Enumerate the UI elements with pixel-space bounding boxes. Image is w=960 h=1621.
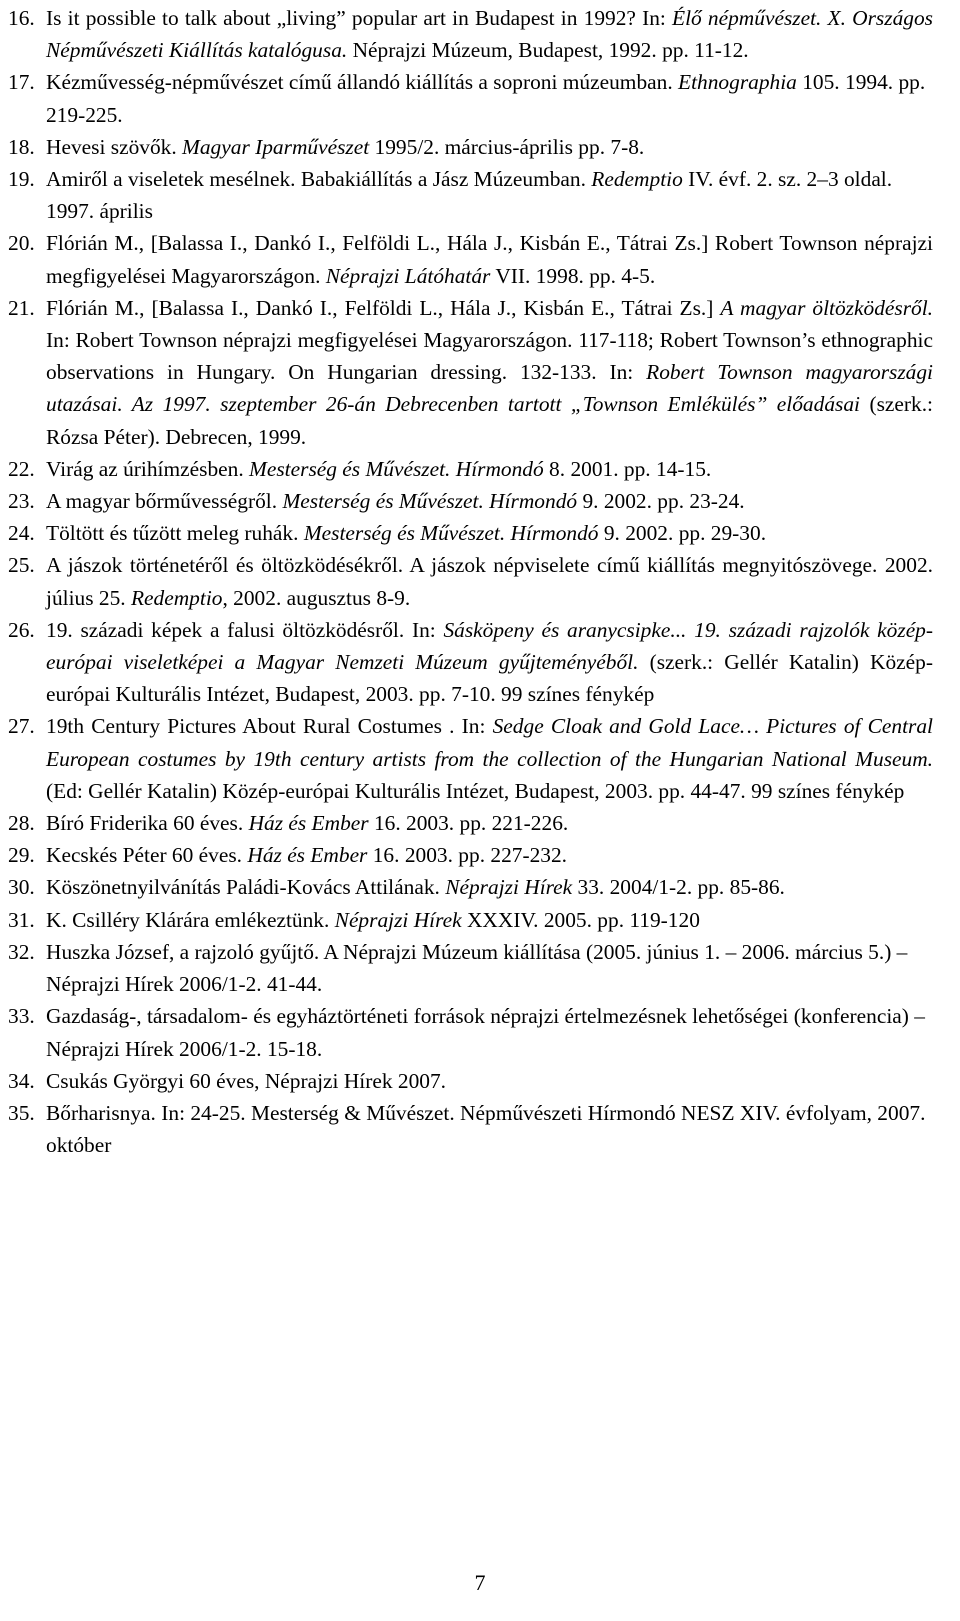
entry-number: 17. [8, 70, 35, 95]
entry-number: 21. [8, 295, 35, 320]
entry-text: , 2002. augusztus 8-9. [222, 585, 411, 610]
entry-italic-text: Mesterség és Művészet. Hírmondó [303, 521, 599, 546]
bibliography-entry [8, 453, 933, 485]
entry-text: Flórián M., [Balassa I., Dankó I., Felföldi L., Hála J., Kisbán E., Tátrai Zs.] Robert Townson néprajzi megfigyelései Magyarországon. [46, 231, 933, 288]
entry-number: 18. [8, 134, 35, 159]
bibliography-entry [8, 614, 933, 711]
entry-number: 16. [8, 6, 35, 30]
entry-text: 19. századi képek a falusi öltözködésről. In: [46, 617, 444, 642]
entry-text: Virág az úrihímzésben. [46, 456, 250, 481]
entry-text: (Ed: Gellér Katalin) Közép-európai Kulturális Intézet, Budapest, 2003. pp. 44-47. 99 színes fénykép [46, 778, 905, 803]
entry-text: Hevesi szövők. [46, 134, 183, 159]
entry-italic-text: Mesterség és Művészet. Hírmondó [282, 489, 578, 514]
entry-number: 33. [8, 1004, 35, 1029]
entry-italic-text: Néprajzi Hírek [334, 907, 462, 932]
entry-number: 31. [8, 907, 35, 932]
entry-text: 1995/2. március-április pp. 7-8. [369, 134, 645, 159]
entry-number: 32. [8, 939, 35, 964]
entry-text: 9. 2002. pp. 23-24. [577, 489, 745, 514]
entry-italic-text: Ház és Ember [248, 811, 369, 836]
entry-text: Amiről a viseletek mesélnek. Babakiállítás a Jász Múzeumban. [46, 167, 592, 192]
entry-number: 35. [8, 1100, 35, 1125]
entry-text: VII. 1998. pp. 4-5. [490, 263, 656, 288]
bibliography-entry [8, 485, 933, 517]
entry-number: 23. [8, 489, 35, 514]
entry-text: A magyar bőrművességről. [46, 489, 283, 514]
entry-text: 16. 2003. pp. 221-226. [368, 811, 569, 836]
entry-text: Is it possible to talk about „living” popular art in Budapest in 1992? In: [46, 6, 673, 30]
entry-italic-text: Redemptio [591, 167, 683, 192]
bibliography-entry [8, 904, 933, 936]
entry-italic-text: Néprajzi Hírek [445, 875, 573, 900]
entry-text: 19th Century Pictures About Rural Costumes . In: [46, 714, 493, 739]
entry-text: (szerk.: Gellér Katalin) Közép-európai Kulturális Intézet, Budapest, 2003. pp. 7-10. 99 színes fénykép [46, 650, 933, 707]
entry-italic-text: Néprajzi Látóhatár [325, 263, 491, 288]
page-number: 7 [474, 1570, 486, 1595]
bibliography-entry [8, 1065, 933, 1097]
entry-italic-text: Élő népművészet. X. Országos Népművészeti Kiállítás katalógusa. [46, 6, 933, 63]
entry-number: 28. [8, 811, 35, 836]
entry-number: 24. [8, 521, 35, 546]
entry-number: 22. [8, 456, 35, 481]
entry-text: A jászok történetéről és öltözködésékről. A jászok népviselete című kiállítás megnyitószövege. 2002. július 25. [46, 553, 933, 610]
entry-italic-text: Sedge Cloak and Gold Lace… Pictures of Central European costumes by 19th century artists from the collection of the Hungarian National Museum. [46, 714, 933, 771]
entry-text: Néprajzi Múzeum, Budapest, 1992. pp. 11-12. [347, 38, 749, 63]
entry-text: Flórián M., [Balassa I., Dankó I., Felföldi L., Hála J., Kisbán E., Tátrai Zs.] [46, 295, 721, 320]
entry-text: Kézművesség-népművészet című állandó kiállítás a soproni múzeumban. [46, 70, 679, 95]
entry-text: 8. 2001. pp. 14-15. [543, 456, 712, 481]
bibliography-entry [8, 1097, 933, 1161]
entry-number: 34. [8, 1068, 35, 1093]
bibliography-entry [8, 66, 933, 130]
entry-italic-text: Sásköpeny és aranycsipke... 19. századi rajzolók közép-európai viseletképei a Magyar Nemzeti Múzeum gyűjteményéből. [46, 617, 934, 675]
entry-text: IV. évf. 2. sz. 2–3 oldal. 1997. április [46, 167, 893, 224]
bibliography-entry [8, 839, 933, 871]
entry-number: 29. [8, 843, 35, 868]
bibliography-list [8, 2, 933, 1161]
entry-number: 20. [8, 231, 35, 256]
entry-italic-text: A magyar öltözködésről. [720, 295, 934, 320]
entry-number: 25. [8, 553, 35, 578]
entry-italic-text: Redemptio [130, 585, 223, 610]
entry-text: 33. 2004/1-2. pp. 85-86. [572, 875, 785, 900]
entry-text: Bíró Friderika 60 éves. [46, 811, 249, 836]
entry-text: Töltött és tűzött meleg ruhák. [46, 521, 304, 546]
bibliography-entry [8, 227, 933, 291]
entry-text: (szerk.: Rózsa Péter). Debrecen, 1999. [46, 392, 933, 449]
entry-text: 9. 2002. pp. 29-30. [598, 521, 767, 546]
entry-italic-text: Robert Townson magyarországi utazásai. Az 1997. szeptember 26-án Debrecenben tartott „Townson Emlékülés” előadásai [46, 360, 933, 417]
entry-italic-text: Magyar Iparművészet [182, 134, 370, 159]
entry-text: K. Csilléry Klárára emlékeztünk. [46, 907, 335, 932]
entry-text: Huszka József, a rajzoló gyűjtő. A Néprajzi Múzeum kiállítása (2005. június 1. – 2006. március 5.) – Néprajzi Hírek 2006/1-2. 41-44. [46, 939, 908, 997]
entry-text: 16. 2003. pp. 227-232. [367, 843, 568, 868]
bibliography-entry [8, 517, 933, 549]
bibliography-entry [8, 871, 933, 903]
entry-number: 30. [8, 875, 35, 900]
bibliography-entry [8, 292, 933, 453]
bibliography-entry [8, 2, 933, 66]
bibliography-entry [8, 936, 933, 1000]
entry-text: In: Robert Townson néprajzi megfigyelései Magyarországon. 117-118; Robert Townson’s ethnographic observations in Hungary. On Hungarian dressing. 132-133. In: [46, 328, 933, 385]
bibliography-entry [8, 807, 933, 839]
bibliography-entry [8, 1000, 933, 1064]
bibliography-entry [8, 163, 933, 227]
entry-text: Köszönetnyilvánítás Paládi-Kovács Attilának. [46, 875, 446, 900]
entry-text: Bőrharisnya. In: 24-25. Mesterség & Művészet. Népművészeti Hírmondó NESZ XIV. évfolyam, 2007. október [46, 1100, 926, 1158]
entry-text: Kecskés Péter 60 éves. [46, 843, 248, 868]
bibliography-entry [8, 131, 933, 163]
entry-text: XXXIV. 2005. pp. 119-120 [461, 907, 700, 932]
entry-text: Csukás Györgyi 60 éves, Néprajzi Hírek 2007. [46, 1068, 447, 1093]
entry-italic-text: Ethnographia [678, 70, 797, 95]
entry-italic-text: Mesterség és Művészet. Hírmondó [249, 456, 544, 481]
entry-number: 19. [8, 167, 35, 192]
entry-text: Gazdaság-, társadalom- és egyháztörténeti források néprajzi értelmezésnek lehetőségei (konferencia) – Néprajzi Hírek 2006/1-2. 15-18. [46, 1004, 925, 1061]
entry-text: 105. 1994. pp. 219-225. [46, 70, 926, 127]
bibliography-entry [8, 710, 933, 807]
bibliography-entry [8, 549, 933, 613]
entry-number: 27. [8, 714, 35, 739]
entry-number: 26. [8, 617, 35, 642]
entry-italic-text: Ház és Ember [247, 843, 368, 868]
